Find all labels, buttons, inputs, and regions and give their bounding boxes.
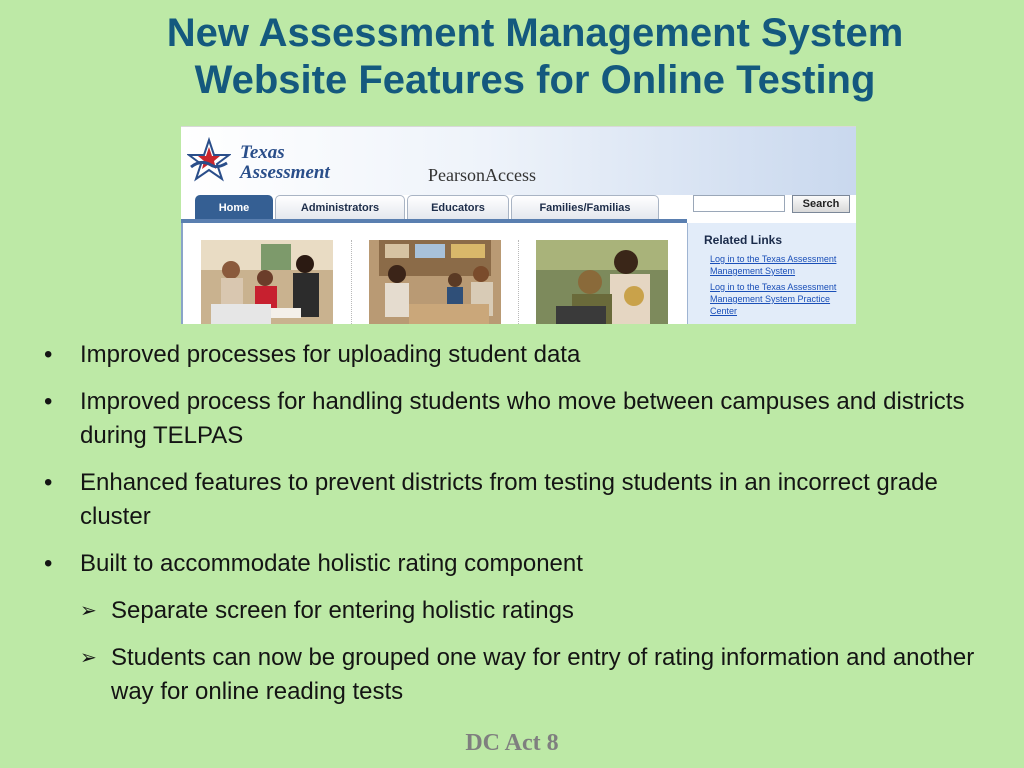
tab-administrators[interactable]: Administrators (275, 195, 405, 219)
photo-separator (351, 240, 352, 324)
related-link-tams[interactable]: Log in to the Texas Assessment Management System (710, 254, 837, 276)
slide-title (60, 10, 1010, 104)
bullet-item (44, 385, 1004, 453)
photo-separator (518, 240, 519, 324)
bullet-text: Improved process for handling students who move between campuses and districts during TELPAS (80, 388, 965, 449)
title-line-2: Website Features for Online Testing (194, 58, 876, 102)
related-links-title: Related Links (704, 233, 783, 247)
classroom-photo-1 (201, 240, 333, 324)
site-name: PearsonAccess (428, 165, 536, 185)
search-input[interactable] (693, 195, 785, 212)
tab-families[interactable]: Families/Familias (511, 195, 659, 219)
bullet-text: Improved processes for uploading student data (80, 341, 581, 368)
tab-home[interactable]: Home (195, 195, 273, 219)
bullet-text: Enhanced features to prevent districts from testing students in an incorrect grade cluster (80, 469, 938, 530)
tab-educators[interactable]: Educators (407, 195, 509, 219)
arrow-bullet-icon: ➢ (80, 647, 97, 669)
sub-bullet-text: Separate screen for entering holistic ratings (111, 597, 574, 624)
bullet-item (44, 466, 1004, 534)
bullet-item (44, 338, 1004, 372)
logo-line-2: Assessment (240, 162, 330, 183)
search-button[interactable]: Search (792, 195, 850, 213)
site-logo[interactable] (240, 143, 330, 183)
website-screenshot (181, 126, 856, 324)
texas-star-icon (187, 137, 231, 185)
logo-line-1: Texas (240, 142, 285, 163)
related-link-practice-center[interactable]: Log in to the Texas Assessment Management System Practice Center (710, 282, 837, 316)
bullet-item (44, 547, 1004, 581)
related-links-panel (687, 223, 856, 324)
slide-footer: DC Act 8 (465, 730, 559, 756)
bullet-text: Built to accommodate holistic rating component (80, 550, 583, 577)
site-header (181, 127, 856, 195)
arrow-bullet-icon: ➢ (80, 600, 97, 622)
bullet-marker: • (44, 550, 53, 577)
bullet-marker: • (44, 388, 53, 415)
bullet-list (44, 338, 1004, 722)
classroom-photo-3 (536, 240, 668, 324)
bullet-marker: • (44, 341, 53, 368)
title-line-1: New Assessment Management System (166, 11, 904, 55)
sub-bullet-text: Students can now be grouped one way for entry of rating information and another way for online reading tests (111, 644, 975, 705)
classroom-photo-2 (369, 240, 501, 324)
sub-bullet-item (44, 641, 1004, 709)
bullet-marker: • (44, 469, 53, 496)
sub-bullet-item (44, 594, 1004, 628)
